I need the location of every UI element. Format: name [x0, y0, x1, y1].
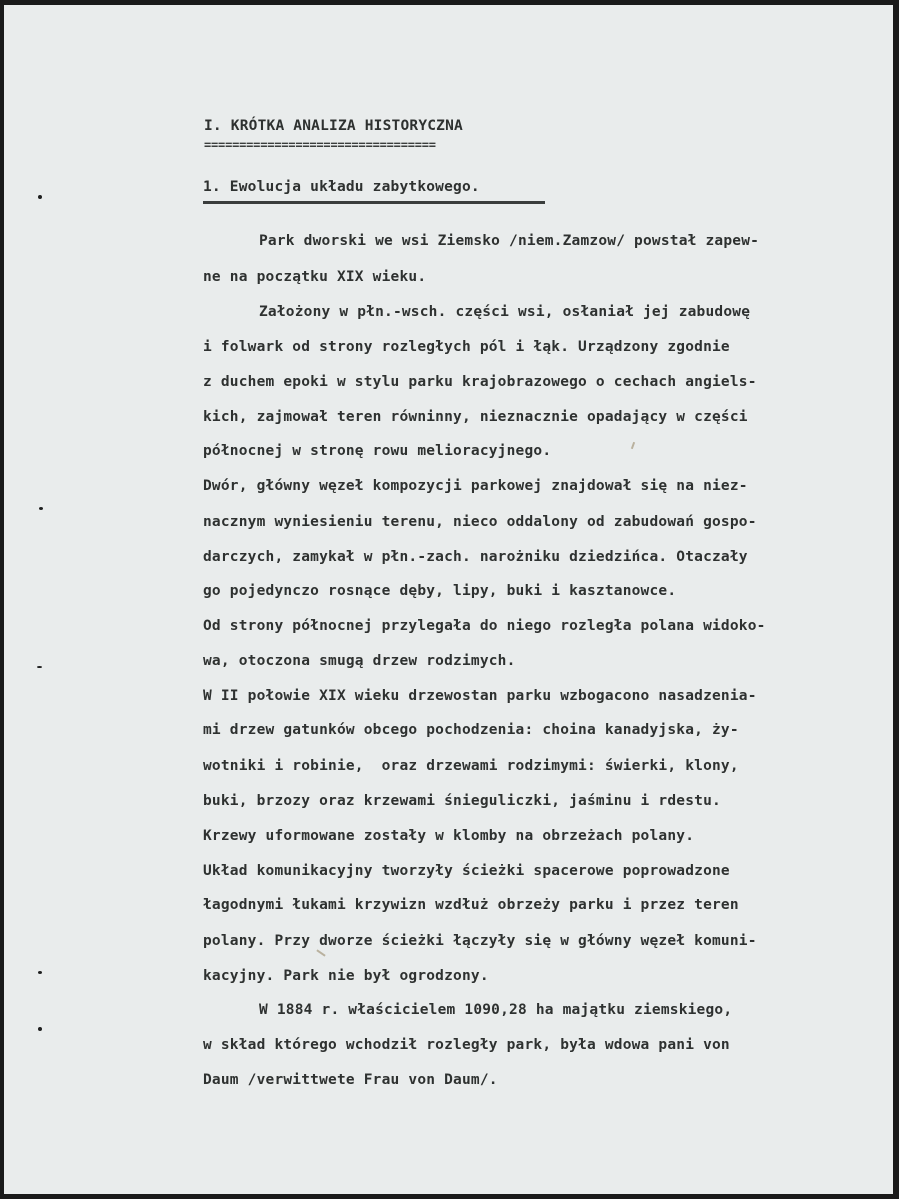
body-line: polany. Przy dworze ścieżki łączyły się w główny węzeł komuni- [203, 933, 757, 949]
section-title: I. KRÓTKA ANALIZA HISTORYCZNA [204, 118, 463, 134]
subsection-title: 1. Ewolucja układu zabytkowego. [203, 179, 480, 195]
binder-mark [38, 971, 42, 974]
body-line: kich, zajmował teren równinny, nieznacznie opadający w części [203, 409, 748, 425]
binder-mark [39, 507, 43, 510]
body-line: Daum /verwittwete Frau von Daum/. [203, 1072, 498, 1088]
body-line: Park dworski we wsi Ziemsko /niem.Zamzow/ powstał zapew- [259, 233, 760, 249]
body-line: darczych, zamykał w płn.-zach. narożniku dziedzińca. Otaczały [203, 549, 748, 565]
body-line: mi drzew gatunków obcego pochodzenia: choina kanadyjska, ży- [203, 722, 739, 738]
body-line: z duchem epoki w stylu parku krajobrazowego o cechach angiels- [203, 374, 757, 390]
body-line: i folwark od strony rozległych pól i łąk. Urządzony zgodnie [203, 339, 730, 355]
body-line: kacyjny. Park nie był ogrodzony. [203, 968, 489, 984]
binder-mark [38, 195, 42, 199]
body-line: Układ komunikacyjny tworzyły ścieżki spacerowe poprowadzone [203, 863, 730, 879]
body-line: północnej w stronę rowu melioracyjnego. [203, 443, 552, 459]
body-line: Od strony północnej przylegała do niego rozległa polana widoko- [203, 618, 766, 634]
paper-speck [631, 442, 635, 449]
paper-speck [316, 949, 325, 956]
body-line: wa, otoczona smugą drzew rodzimych. [203, 653, 516, 669]
body-line: go pojedynczo rosnące dęby, lipy, buki i kasztanowce. [203, 583, 677, 599]
body-line: Krzewy uformowane zostały w klomby na obrzeżach polany. [203, 828, 695, 844]
body-line: buki, brzozy oraz krzewami śnieguliczki, jaśminu i rdestu. [203, 793, 721, 809]
binder-mark [37, 666, 42, 668]
body-line: wotniki i robinie, oraz drzewami rodzimymi: świerki, klony, [203, 758, 739, 774]
body-line: Dwór, główny węzeł kompozycji parkowej znajdował się na niez- [203, 478, 748, 494]
body-line: nacznym wyniesieniu terenu, nieco oddalony od zabudowań gospo- [203, 514, 757, 530]
section-title-rule: ================================= [204, 139, 436, 151]
body-line: W 1884 r. właścicielem 1090,28 ha majątku ziemskiego, [259, 1002, 733, 1018]
body-line: Założony w płn.-wsch. części wsi, osłaniał jej zabudowę [259, 304, 751, 320]
body-line: w skład którego wchodził rozległy park, była wdowa pani von [203, 1037, 730, 1053]
body-line: W II połowie XIX wieku drzewostan parku wzbogacono nasadzenia- [203, 688, 757, 704]
binder-mark [38, 1027, 42, 1031]
body-line: łagodnymi łukami krzywizn wzdłuż obrzeży parku i przez teren [203, 897, 739, 913]
body-line: ne na początku XIX wieku. [203, 269, 427, 285]
subsection-underline [203, 201, 545, 204]
typewritten-page [4, 5, 893, 1194]
